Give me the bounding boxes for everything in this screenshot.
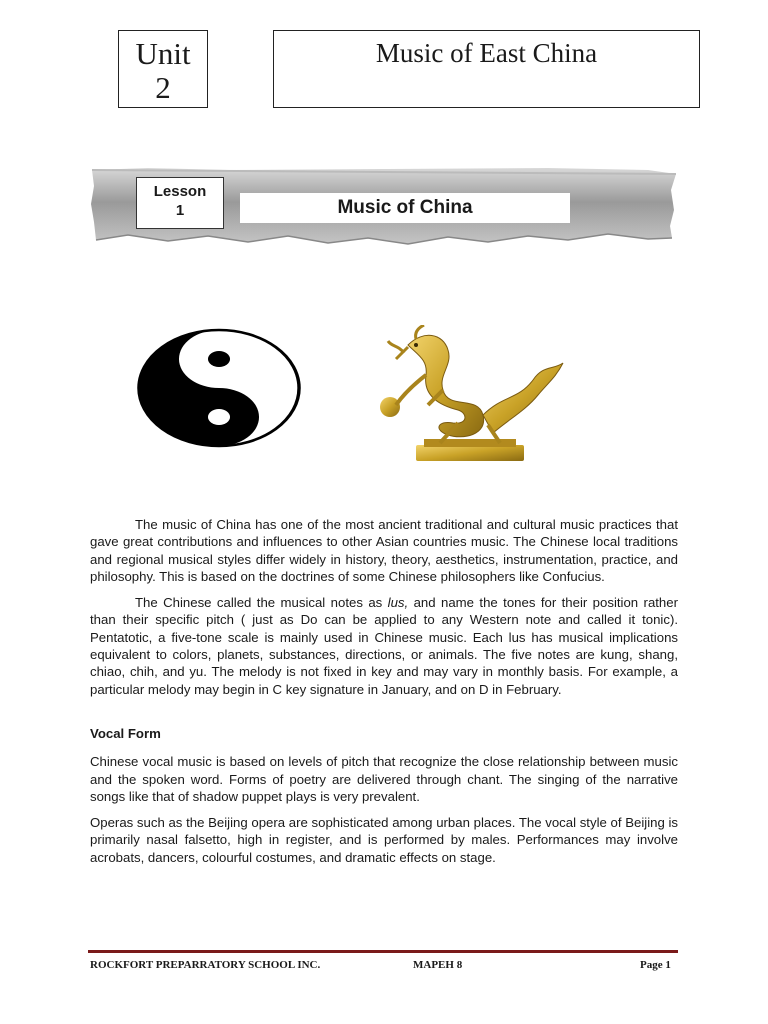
footer-rule xyxy=(88,950,678,953)
yin-yang-icon xyxy=(135,328,303,453)
unit-title: Music of East China xyxy=(273,30,700,108)
section-heading-vocal-form: Vocal Form xyxy=(90,725,161,741)
lesson-content xyxy=(90,516,678,875)
lesson-title: Music of China xyxy=(240,193,570,223)
lesson-label: Lesson xyxy=(153,183,207,200)
footer-subject: MAPEH 8 xyxy=(413,959,463,971)
paragraph-vocal: Chinese vocal music is based on levels of pitch that recognize the close relationship between music and the spoken word. Forms of poetry are delivered through chant. The singing of the narrative songs like that of shadow puppet plays is very prevalent. xyxy=(90,754,678,804)
unit-box xyxy=(118,30,208,108)
lus-term: lus, xyxy=(387,595,409,611)
lesson-number: 1 xyxy=(175,202,185,219)
paragraph-intro: The music of China has one of the most ancient traditional and cultural music practices that gave great contributions and influences to other Asian countries music. The Chinese local traditions and regional musical styles differ widely in history, theory, aesthetics, instrumentation, practice, and philosophy. This is based on the doctrines of some Chinese philosophers like Confucius. xyxy=(90,517,678,584)
paragraph-lus-start: The Chinese called the musical notes as xyxy=(135,595,388,611)
paragraph-lus xyxy=(90,594,678,698)
lesson-number-box xyxy=(136,177,224,229)
golden-dragon-image xyxy=(368,325,572,475)
footer-school: ROCKFORT PREPARRATORY SCHOOL INC. xyxy=(90,959,321,971)
paragraph-lus-rest: and name the tones for their position rather than their specific pitch ( just as Do can be applied to any Western note and called it tonic). Pentatotic, a five-tone scale is mainly used in Chinese music. Each lus has musical implications equivalent to colors, planets, substances, directions, or animals. The five notes are kung, shang, chiao, chih, and yu. The melody is not fixed in key and may vary in monthly basis. For example, a particular melody may begin in C key signature in January, and on D in February. xyxy=(90,595,678,697)
unit-number: 2 xyxy=(155,70,171,105)
unit-label: Unit xyxy=(135,36,191,71)
paragraph-opera: Operas such as the Beijing opera are sophisticated among urban places. The vocal style of Beijing is primarily nasal falsetto, high in register, and is performed by males. Performances may involve acrobats, dancers, colourful costumes, and dramatic effects on stage. xyxy=(90,815,678,865)
footer-page-number: Page 1 xyxy=(640,959,671,971)
